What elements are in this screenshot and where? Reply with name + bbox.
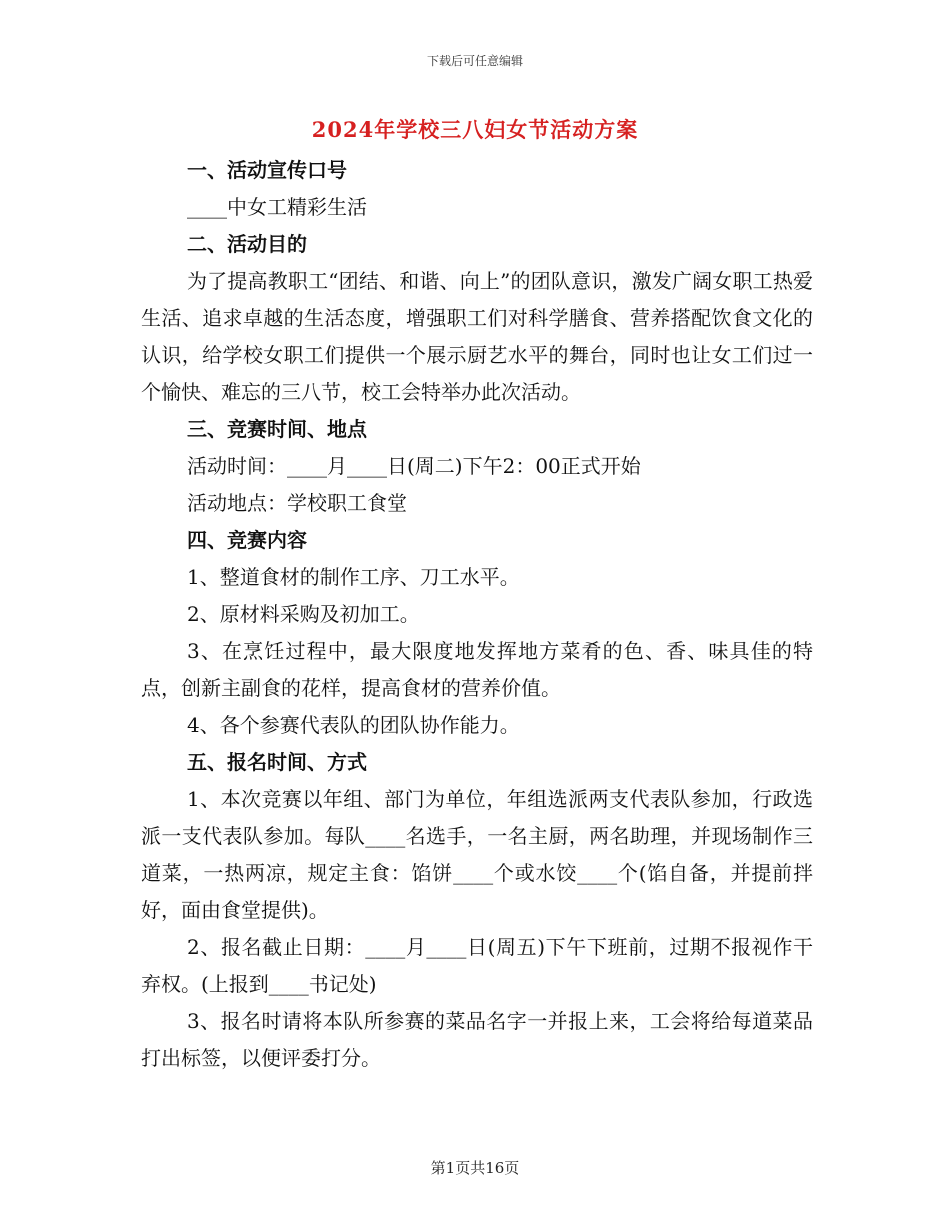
header-note: 下载后可任意编辑 (426, 54, 523, 68)
registration-item-2: 2、报名截止日期：____月____日(周五)下午下班前，过期不报视作干弃权。(上报到____书记处) (141, 935, 813, 996)
event-place: 活动地点：学校职工食堂 (187, 491, 407, 515)
registration-item-1: 1、本次竞赛以年组、部门为单位，年组选派两支代表队参加，行政选派一支代表队参加。每队____名选手，一名主厨，两名助理，并现场制作三道菜，一热两凉，规定主食：馅饼____个或水饺____个(馅自备，并提前拌好，面由食堂提供)。 (141, 787, 813, 922)
content-item-4: 4、各个参赛代表队的团队协作能力。 (187, 713, 520, 737)
content-item-3: 3、在烹饪过程中，最大限度地发挥地方菜肴的色、香、味具佳的特点，创新主副食的花样，提高食材的营养价值。 (141, 639, 813, 700)
section-heading-time-place: 三、竞赛时间、地点 (187, 417, 367, 441)
purpose-paragraph: 为了提高教职工“团结、和谐、向上”的团队意识，激发广阔女职工热爱生活、追求卓越的生活态度，增强职工们对科学膳食、营养搭配饮食文化的认识，给学校女职工们提供一个展示厨艺水平的舞台，同时也让女工们过一个愉快、难忘的三八节，校工会特举办此次活动。 (141, 269, 813, 404)
document-title: 2024年学校三八妇女节活动方案 (311, 117, 639, 142)
section-heading-slogan: 一、活动宣传口号 (187, 158, 347, 182)
document-body (141, 152, 813, 1077)
registration-item-3: 3、报名时请将本队所参赛的菜品名字一并报上来，工会将给每道菜品打出标签，以便评委打分。 (141, 1009, 813, 1070)
section-heading-purpose: 二、活动目的 (187, 232, 307, 256)
section-heading-content: 四、竞赛内容 (187, 528, 307, 552)
section-heading-registration: 五、报名时间、方式 (187, 750, 367, 774)
page-footer: 第1页共16页 (430, 1159, 520, 1177)
content-item-1: 1、整道食材的制作工序、刀工水平。 (187, 565, 520, 589)
content-item-2: 2、原材料采购及初加工。 (187, 602, 420, 626)
event-time: 活动时间：____月____日(周二)下午2：00正式开始 (187, 454, 641, 478)
slogan-text: ____中女工精彩生活 (187, 195, 367, 219)
